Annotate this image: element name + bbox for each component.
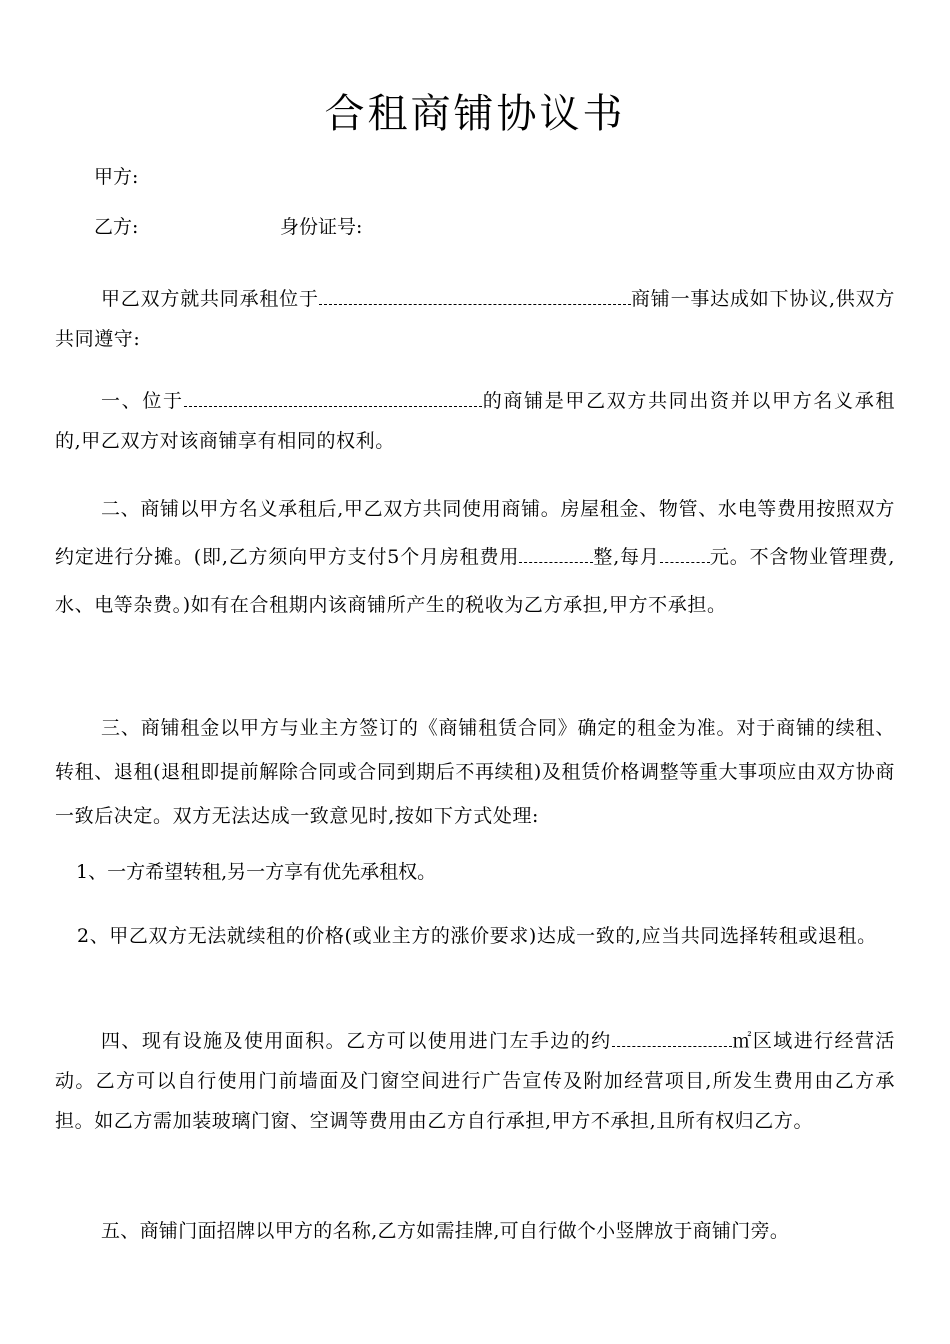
sub-item-2: 2、甲乙双方无法就续租的价格(或业主方的涨价要求)达成一致的,应当共同选择转租或退租。: [77, 925, 877, 947]
intro-suffix: 商铺一事达成如下协议,供双方共同遵守:: [55, 288, 895, 350]
sub-item-1: 1、一方希望转租,另一方享有优先承租权。: [76, 861, 437, 883]
intro-prefix: 甲乙双方就共同承租位于: [101, 288, 319, 310]
document-title: 合租商铺协议书: [324, 91, 626, 137]
clause-3: 三、商铺租金以甲方与业主方签订的《商铺租赁合同》确定的租金为准。对于商铺的续租、转租、退租(退租即提前解除合同或合同到期后不再续租)及租赁价格调整等重大事项应由双方协商一致后决定。双方无法达成一致意见时,按如下方式处理:: [55, 717, 895, 827]
total-rent-blank[interactable]: [519, 544, 593, 563]
clause-2-part2: 整,每月: [593, 546, 660, 568]
clause-4-prefix: 四、现有设施及使用面积。乙方可以使用进门左手边的约: [101, 1030, 612, 1052]
party-b-label: 乙方:: [94, 216, 139, 238]
id-number-label: 身份证号:: [280, 216, 363, 238]
area-unit: ㎡: [731, 1030, 753, 1052]
location-blank[interactable]: [319, 286, 631, 305]
clause-2-part3: 元。不含物业管理费,水、电等杂费。)如有在合租期内该商铺所产生的税收为乙方承担,甲方不承担。: [55, 546, 895, 616]
intro-paragraph: [55, 279, 895, 359]
clause-2-part1: 二、商铺以甲方名义承租后,甲乙双方共同使用商铺。房屋租金、物管、水电等费用按照双方约定进行分摊。(即,乙方须向甲方支付5个月房租费用: [55, 498, 895, 568]
clause-1-suffix: 的商铺是甲乙双方共同出资并以甲方名义承租的,甲乙双方对该商铺享有相同的权利。: [55, 390, 895, 452]
area-blank[interactable]: [612, 1028, 732, 1047]
clause-1-prefix: 一、位于: [101, 390, 184, 412]
shop-address-blank[interactable]: [184, 388, 482, 407]
party-a-label: 甲方:: [94, 166, 139, 188]
clause-2: [55, 485, 895, 629]
clause-4: [55, 1021, 895, 1141]
clause-5: 五、商铺门面招牌以甲方的名称,乙方如需挂牌,可自行做个小竖牌放于商铺门旁。: [101, 1220, 790, 1242]
monthly-rent-blank[interactable]: [660, 544, 710, 563]
clause-4-suffix: 区域进行经营活动。乙方可以自行使用门前墙面及门窗空间进行广告宣传及附加经营项目,所发生费用由乙方承担。如乙方需加装玻璃门窗、空调等费用由乙方自行承担,甲方不承担,且所有权归乙方。: [55, 1030, 895, 1132]
clause-1: [55, 381, 895, 461]
